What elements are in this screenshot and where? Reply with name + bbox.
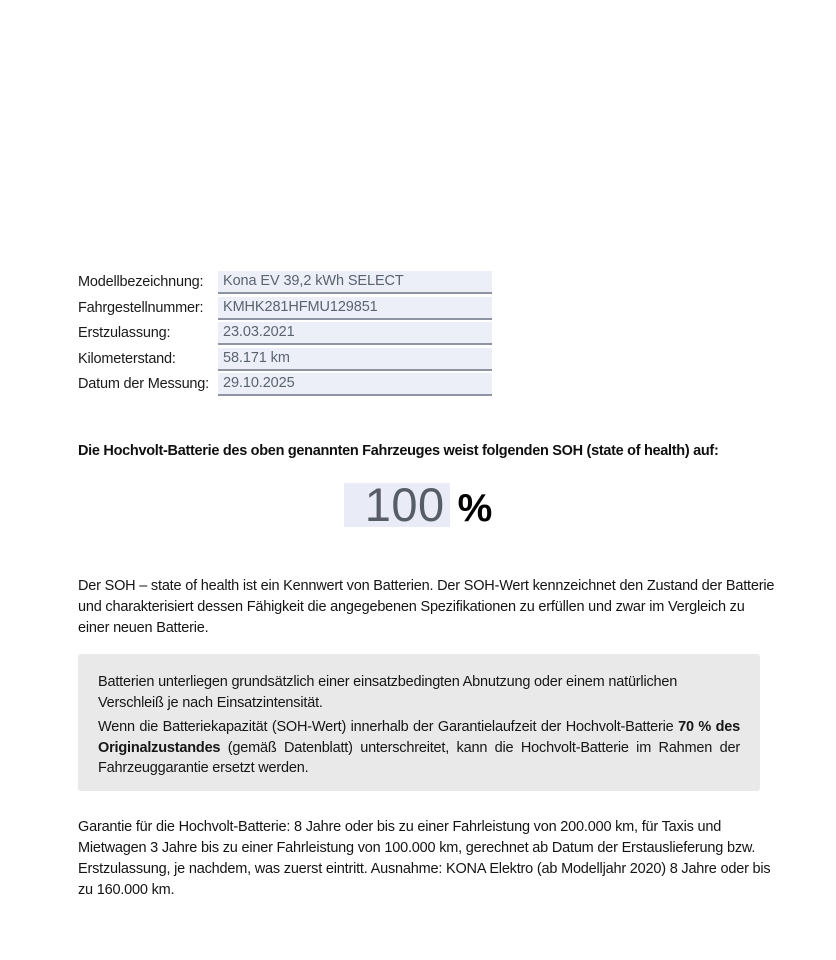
form-row [78, 271, 492, 294]
warranty-threshold-text-start: Wenn die Batteriekapazität (SOH-Wert) innerhalb der Garantielaufzeit der Hochvolt-Batterie [98, 719, 679, 735]
warranty-threshold-bold: 70 % des Originalzustandes [98, 719, 740, 756]
warranty-threshold-note [98, 717, 740, 779]
form-row [78, 322, 492, 345]
soh-value: 100 [344, 483, 450, 527]
kilometerstand-field[interactable] [218, 348, 492, 371]
warranty-note: Garantie für die Hochvolt-Batterie: 8 Jahre oder bis zu einer Fahrleistung von 200.000 km, für Taxis und Mietwagen 3 Jahre bis zu einer Fahrleistung von 100.000 km, gerechnet ab Datum der Erstauslieferung bzw. Erstzulassung, je nachdem, was zuerst eintritt. Ausnahme: KONA Elektro (ab Modelljahr 2020) 8 Jahre oder bis zu 160.000 km. [78, 819, 771, 898]
field-label-modellbezeichnung: Modellbezeichnung: [78, 274, 204, 290]
field-label-kilometerstand: Kilometerstand: [78, 350, 176, 367]
soh-percent-sign: % [457, 487, 493, 530]
battery-wear-note: Batterien unterliegen grundsätzlich einer einsatzbedingten Abnutzung oder einem natürlichen Verschleiß je nach Einsatzintensität. [98, 674, 678, 711]
warranty-info-box [78, 654, 760, 791]
form-row [78, 348, 492, 371]
fahrgestellnummer-field[interactable] [218, 297, 492, 320]
soh-value-display [0, 478, 836, 531]
warranty-threshold-text-end: (gemäß Datenblatt) unterschreitet, kann die Hochvolt-Batterie im Rahmen der Fahrzeuggarantie ersetzt werden. [98, 739, 740, 776]
field-label-datum-der-messung: Datum der Messung: [78, 376, 209, 392]
vehicle-info-form [78, 271, 492, 399]
soh-explanation: Der SOH – state of health ist ein Kennwert von Batterien. Der SOH-Wert kennzeichnet den Zustand der Batterie und charakterisiert dessen Fähigkeit die angegebenen Spezifikationen zu erfüllen und zwar im Vergleich zu einer neuen Batterie. [78, 578, 775, 636]
form-row [78, 297, 492, 320]
soh-statement: Die Hochvolt-Batterie des oben genannten Fahrzeuges weist folgenden SOH (state of health) auf: [78, 443, 719, 459]
modellbezeichnung-field[interactable] [218, 271, 492, 294]
form-row [78, 373, 492, 396]
field-label-erstzulassung: Erstzulassung: [78, 325, 171, 341]
erstzulassung-field[interactable] [218, 322, 492, 345]
field-label-fahrgestellnummer: Fahrgestellnummer: [78, 299, 204, 316]
datum-der-messung-field[interactable] [218, 373, 492, 396]
